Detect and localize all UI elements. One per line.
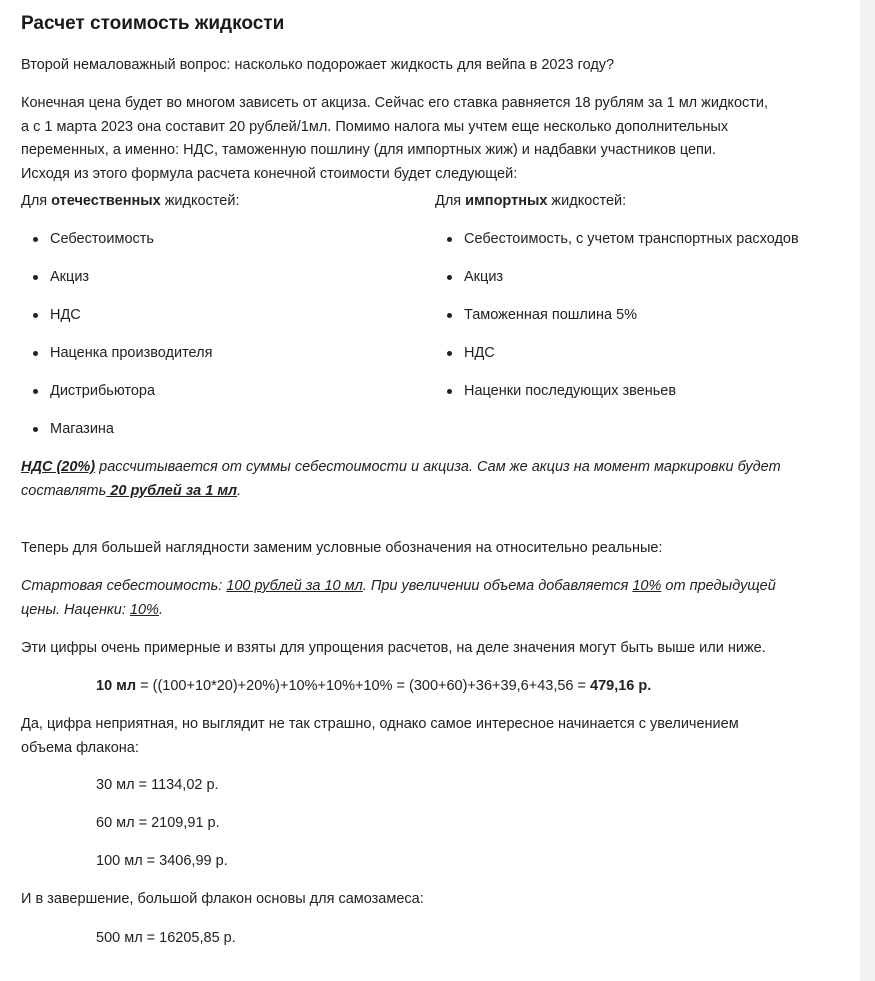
excise-link[interactable]: 20 рублей за 1 мл — [106, 482, 238, 499]
bullet-icon — [33, 313, 38, 318]
final-paragraph: И в завершение, большой флакон основы для самозамеса: — [21, 891, 424, 907]
text-line: переменных, а именно: НДС, таможенную пошлину (для импортных жиж) и надбавки участников цепи. — [21, 142, 717, 159]
volume-line: 60 мл = 2109,91 р. — [96, 815, 220, 831]
bullet-icon — [447, 275, 452, 280]
domestic-heading: Для отечественных жидкостей: — [21, 193, 240, 209]
imported-list — [435, 227, 799, 417]
vat-link[interactable]: НДС (20%) — [21, 459, 96, 475]
list-item: Себестоимость — [21, 227, 239, 265]
approx-paragraph: Эти цифры очень примерные и взяты для упрощения расчетов, на деле значения могут быть выше или ниже. — [21, 640, 766, 656]
bullet-icon — [33, 427, 38, 432]
formula-line: 10 мл = ((100+10*20)+20%)+10%+10%+10% = (300+60)+36+39,6+43,56 = 479,16 р. — [96, 678, 652, 694]
list-item: Акциз — [21, 265, 239, 303]
text-line: Исходя из этого формула расчета конечной стоимости будет следующей: — [21, 165, 518, 182]
final-volume-line: 500 мл = 16205,85 р. — [96, 930, 236, 946]
bullet-icon — [33, 275, 38, 280]
list-item: Наценка производителя — [21, 341, 239, 379]
list-item: Акциз — [435, 265, 799, 303]
list-item: Таможенная пошлина 5% — [435, 303, 799, 341]
bullet-icon — [33, 237, 38, 242]
list-item: Магазина — [21, 417, 239, 455]
vat-note: НДС (20%) рассчитывается от суммы себестоимости и акциза. Сам же акциз на момент маркировки будет составлять 20 рублей за 1 мл. — [21, 459, 781, 499]
bullet-icon — [447, 313, 452, 318]
section-title: Расчет стоимость жидкости — [21, 13, 285, 34]
list-item: Дистрибьютора — [21, 379, 239, 417]
unpleasant-paragraph: Да, цифра неприятная, но выглядит не так страшно, однако самое интересное начинается с увеличением объема флакона: — [21, 716, 739, 756]
bullet-icon — [33, 351, 38, 356]
intro-paragraph: Второй немаловажный вопрос: насколько подорожает жидкость для вейпа в 2023 году? — [21, 57, 615, 73]
imported-heading: Для импортных жидкостей: — [435, 193, 627, 209]
start-cost-paragraph: Стартовая себестоимость: 100 рублей за 10 мл. При увеличении объема добавляется 10% от предыдущей цены. Наценки: 10%. — [21, 578, 776, 618]
list-item: Себестоимость, с учетом транспортных расходов — [435, 227, 799, 265]
domestic-list — [21, 227, 239, 455]
list-item: Наценки последующих звеньев — [435, 379, 799, 417]
scrollbar-track[interactable] — [860, 0, 875, 981]
bullet-icon — [447, 389, 452, 394]
list-item: НДС — [435, 341, 799, 379]
text-line: а с 1 марта 2023 она составит 20 рублей/1мл. Помимо налога мы учтем еще несколько дополнительных — [21, 118, 729, 135]
domestic-column — [21, 189, 239, 455]
bullet-icon — [447, 237, 452, 242]
imported-column — [435, 189, 799, 417]
excise-paragraph — [21, 92, 768, 186]
bullet-icon — [33, 389, 38, 394]
text-line: Конечная цена будет во многом зависеть от акциза. Сейчас его ставка равняется 18 рублям за 1 мл жидкости, — [21, 95, 769, 111]
now-paragraph: Теперь для большей наглядности заменим условные обозначения на относительно реальные: — [21, 540, 663, 556]
volume-line: 100 мл = 3406,99 р. — [96, 853, 228, 869]
list-item: НДС — [21, 303, 239, 341]
volume-line: 30 мл = 1134,02 р. — [96, 777, 219, 793]
bullet-icon — [447, 351, 452, 356]
